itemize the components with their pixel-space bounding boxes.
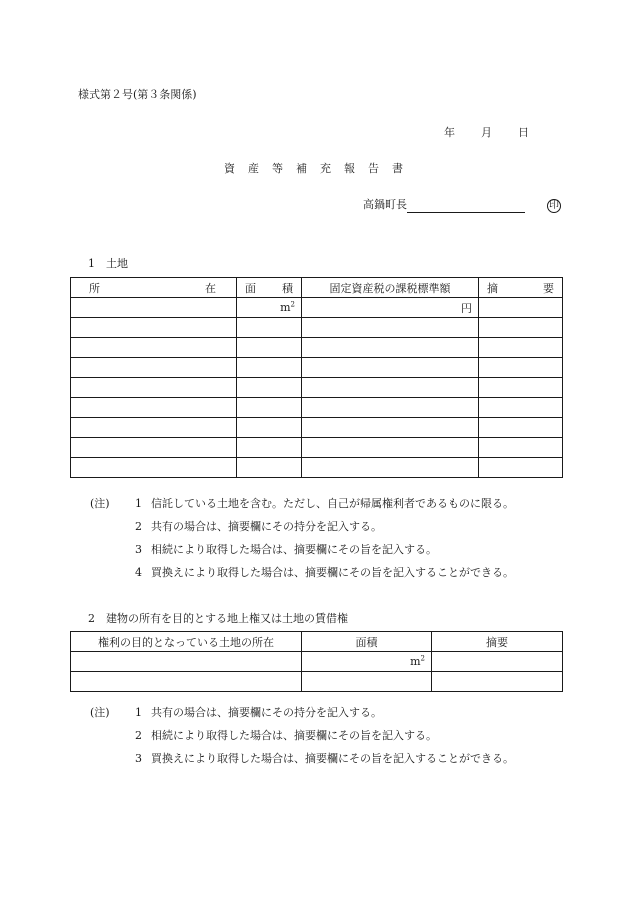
remarks-cell[interactable] <box>479 358 563 378</box>
remarks-cell[interactable] <box>479 318 563 338</box>
header-location: 所 在 <box>71 278 237 298</box>
addressee-line <box>363 196 561 213</box>
addressee-name: 高鍋町長 <box>363 198 407 211</box>
notes-label: (注) <box>90 497 110 510</box>
unit-square-meter: $m^2$ <box>280 300 295 315</box>
area-cell[interactable] <box>237 358 302 378</box>
header-assessed-value: 固定資産税の課税標準額 <box>302 278 479 298</box>
area-cell[interactable] <box>237 398 302 418</box>
assessed-value-cell[interactable] <box>302 338 479 358</box>
remarks-cell[interactable] <box>479 338 563 358</box>
remarks-cell[interactable] <box>479 418 563 438</box>
section1-notes <box>90 492 514 584</box>
section2-notes <box>90 701 514 770</box>
table-row <box>71 378 563 398</box>
note-item: 3 買換えにより取得した場合は、摘要欄にその旨を記入することができる。 <box>135 752 514 765</box>
date-month-label: 月 <box>481 126 492 139</box>
table-row <box>71 438 563 458</box>
header-remarks: 摘要 <box>432 632 563 652</box>
date-line <box>444 124 529 140</box>
header-land-location: 権利の目的となっている土地の所在 <box>71 632 302 652</box>
note-item: 4 買換えにより取得した場合は、摘要欄にその旨を記入することができる。 <box>135 566 514 579</box>
table-row <box>71 298 563 318</box>
assessed-value-cell[interactable] <box>302 458 479 478</box>
area-cell[interactable] <box>237 438 302 458</box>
header-remarks: 摘 要 <box>479 278 563 298</box>
table-row <box>71 318 563 338</box>
area-cell[interactable] <box>237 458 302 478</box>
area-cell[interactable] <box>302 672 432 692</box>
location-cell[interactable] <box>71 458 237 478</box>
note-item: 2 相続により取得した場合は、摘要欄にその旨を記入する。 <box>135 729 437 742</box>
area-cell[interactable] <box>237 418 302 438</box>
assessed-value-cell[interactable] <box>302 418 479 438</box>
remarks-cell[interactable] <box>432 672 563 692</box>
table-row <box>71 652 563 672</box>
header-area: 面積 <box>302 632 432 652</box>
remarks-cell[interactable] <box>479 458 563 478</box>
header-area: 面 積 <box>237 278 302 298</box>
table-row <box>71 358 563 378</box>
remarks-cell[interactable] <box>479 298 563 318</box>
document-title: 資産等補充報告書 <box>224 162 416 175</box>
assessed-value-cell[interactable] <box>302 398 479 418</box>
remarks-cell[interactable] <box>432 652 563 672</box>
table-row <box>71 672 563 692</box>
location-cell[interactable] <box>71 338 237 358</box>
assessed-value-cell[interactable] <box>302 438 479 458</box>
location-cell[interactable] <box>71 652 302 672</box>
notes-label: (注) <box>90 706 110 719</box>
remarks-cell[interactable] <box>479 438 563 458</box>
note-item: 2 共有の場合は、摘要欄にその持分を記入する。 <box>135 520 382 533</box>
unit-yen: 円 <box>461 301 472 315</box>
section1-heading: 1 土地 <box>88 257 128 270</box>
remarks-cell[interactable] <box>479 398 563 418</box>
location-cell[interactable] <box>71 438 237 458</box>
location-cell[interactable] <box>71 318 237 338</box>
date-day-label: 日 <box>518 126 529 139</box>
seal-mark: 印 <box>549 200 559 211</box>
location-cell[interactable] <box>71 298 237 318</box>
table-row <box>71 458 563 478</box>
location-cell[interactable] <box>71 378 237 398</box>
area-cell[interactable] <box>237 378 302 398</box>
table-row <box>71 398 563 418</box>
table-row <box>71 338 563 358</box>
location-cell[interactable] <box>71 672 302 692</box>
area-cell[interactable] <box>237 318 302 338</box>
land-table-header <box>71 278 563 298</box>
assessed-value-cell[interactable] <box>302 318 479 338</box>
remarks-cell[interactable] <box>479 378 563 398</box>
land-table <box>70 277 563 478</box>
area-cell[interactable] <box>237 338 302 358</box>
leasehold-table <box>70 631 563 692</box>
leasehold-table-header <box>71 632 563 652</box>
area-cell[interactable] <box>237 298 302 318</box>
location-cell[interactable] <box>71 418 237 438</box>
area-cell[interactable] <box>302 652 432 672</box>
table-row <box>71 418 563 438</box>
section2-heading: 2 建物の所有を目的とする地上権又は土地の賃借権 <box>88 612 348 625</box>
form-number: 様式第２号(第３条関係) <box>78 88 197 101</box>
note-item: (注) 1 共有の場合は、摘要欄にその持分を記入する。 <box>90 701 514 724</box>
assessed-value-cell[interactable] <box>302 358 479 378</box>
unit-square-meter: $m^2$ <box>410 654 425 669</box>
note-item: 3 相続により取得した場合は、摘要欄にその旨を記入する。 <box>135 543 437 556</box>
signature-line[interactable] <box>407 200 525 213</box>
location-cell[interactable] <box>71 358 237 378</box>
assessed-value-cell[interactable] <box>302 298 479 318</box>
date-year-label: 年 <box>444 126 455 139</box>
note-item: (注) 1 信託している土地を含む。ただし、自己が帰属権利者であるものに限る。 <box>90 492 514 515</box>
location-cell[interactable] <box>71 398 237 418</box>
assessed-value-cell[interactable] <box>302 378 479 398</box>
